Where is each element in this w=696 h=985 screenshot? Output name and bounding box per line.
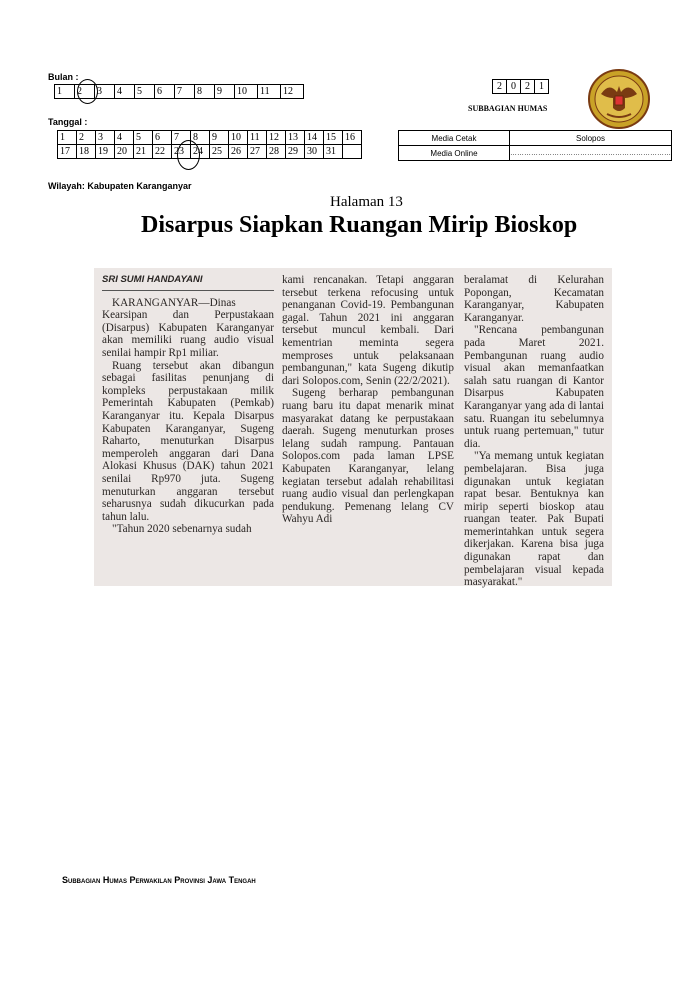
tanggal-label: Tanggal : — [48, 117, 88, 127]
garuda-emblem-icon — [587, 68, 651, 130]
date-cell: 14 — [305, 131, 324, 145]
year-digit: 0 — [507, 80, 521, 94]
date-cell: 7 — [172, 131, 191, 145]
date-cell: 26 — [229, 145, 248, 159]
date-cell: 10 — [229, 131, 248, 145]
date-cell: 29 — [286, 145, 305, 159]
article-headline: Disarpus Siapkan Ruangan Mirip Bioskop — [141, 212, 578, 238]
year-digit: 2 — [521, 80, 535, 94]
date-cell: 8 — [191, 131, 210, 145]
date-cell: 30 — [305, 145, 324, 159]
paragraph: "Tahun 2020 sebenarnya sudah — [112, 523, 252, 536]
date-cell: 28 — [267, 145, 286, 159]
article-column-2 — [282, 274, 454, 526]
date-cell: 5 — [134, 131, 153, 145]
date-cell: 23 — [172, 145, 191, 159]
paragraph: kami rencanakan. Tetapi anggaran tersebut terkena refocusing untuk penanganan Covid-19. Pembangunan gagal. Tahun 2021 ini anggaran tersebut muncul kembali. Dari kementrian meminta segera memproses untuk pelaksanaan pembangunan," kata Sugeng dikutip dari Solopos.com, Senin (22/2/2021). — [282, 274, 454, 387]
year-digit: 1 — [535, 80, 549, 94]
paragraph: KARANGANYAR—Dinas Kearsipan dan Perpustakaan (Disarpus) Kabupaten Karanganyar akan memiliki ruang audio visual senilai hampir Rp1 miliar. — [102, 296, 274, 359]
footer-text: Subbagian Humas Perwakilan Provinsi Jawa Tengah — [62, 875, 256, 885]
month-cell: 11 — [258, 85, 281, 99]
paragraph: "Ya memang untuk kegiatan pembelajaran. Bisa juga digunakan untuk kegiatan rapat besar. Bentuknya kan mirip seperti bioskop atau ruangan teater. Pak Bupati memerintahkan untuk segera dikerjakan. Karena bisa juga digunakan rapat dan pembelajaran visual kepada masyarakat." — [464, 450, 604, 589]
month-cell: 3 — [95, 85, 115, 99]
month-cell: 4 — [115, 85, 135, 99]
article-column-3 — [464, 274, 604, 589]
date-cell: 24 — [191, 145, 210, 159]
date-cell: 20 — [115, 145, 134, 159]
year-digit: 2 — [493, 80, 507, 94]
date-cell: 21 — [134, 145, 153, 159]
month-cell: 1 — [55, 85, 75, 99]
month-cell: 7 — [175, 85, 195, 99]
date-cell: 2 — [77, 131, 96, 145]
media-online-label: Media Online — [399, 146, 510, 161]
date-cell: 1 — [58, 131, 77, 145]
media-online-value: …………………………………………………………… — [510, 146, 672, 161]
month-cell: 6 — [155, 85, 175, 99]
org-name: SUBBAGIAN HUMAS — [468, 104, 548, 113]
paragraph: Ruang tersebut akan dibangun sebagai fasilitas penunjang di kompleks perpustakaan milik Pemerintah Kabupaten (Pemkab) Karanganyar itu. Kepala Disarpus Kabupaten Karanganyar, Sugeng Raharto, menuturkan Disarpus memperoleh anggaran dari Dana Alokasi Khusus (DAK) tahun 2021 senilai Rp970 juta. Sugeng menuturkan anggaran tersebut seharusnya sudah dikucurkan pada tahun lalu. — [102, 359, 274, 523]
date-cell: 17 — [58, 145, 77, 159]
month-cell: 2 — [75, 85, 95, 99]
media-table — [398, 130, 672, 161]
date-cell: 27 — [248, 145, 267, 159]
date-cell: 19 — [96, 145, 115, 159]
date-cell: 9 — [210, 131, 229, 145]
selected-month-circle — [77, 79, 98, 104]
wilayah: Wilayah: Kabupaten Karanganyar — [48, 181, 192, 191]
date-cell: 18 — [77, 145, 96, 159]
date-cell: 22 — [153, 145, 172, 159]
date-cell — [343, 145, 362, 159]
date-cell: 4 — [115, 131, 134, 145]
media-cetak-value: Solopos — [510, 131, 672, 146]
paragraph: Sugeng berharap pembangunan ruang baru itu dapat menarik minat masyarakat datang ke perpustakaan daerah. Sugeng menuturkan proses lelang sudah rampung. Pantauan Solopos.com pada laman LPSE Kabupaten Karanganyar, lelang kegiatan tersebut adalah rehabilitasi ruang audio visual dan perlengkapan pendukung. Pemenang lelang CV Wahyu Adi — [282, 387, 454, 526]
month-cell: 8 — [195, 85, 215, 99]
year-table — [492, 79, 549, 94]
media-cetak-label: Media Cetak — [399, 131, 510, 146]
date-cell: 11 — [248, 131, 267, 145]
article-column-1 — [102, 274, 274, 536]
month-cell: 12 — [281, 85, 304, 99]
month-cell: 5 — [135, 85, 155, 99]
month-cell: 9 — [215, 85, 235, 99]
date-cell: 12 — [267, 131, 286, 145]
bulan-label: Bulan : — [48, 72, 79, 82]
date-table — [57, 130, 362, 159]
date-cell: 3 — [96, 131, 115, 145]
byline: SRI SUMI HANDAYANI — [102, 274, 274, 291]
date-cell: 16 — [343, 131, 362, 145]
paragraph: beralamat di Kelurahan Popongan, Kecamatan Karanganyar, Kabupaten Karanganyar. — [464, 274, 604, 324]
date-cell: 6 — [153, 131, 172, 145]
date-cell: 25 — [210, 145, 229, 159]
date-cell: 13 — [286, 131, 305, 145]
selected-date-circle — [177, 140, 200, 170]
date-cell: 15 — [324, 131, 343, 145]
paragraph: "Rencana pembangunan pada Maret 2021. Pembangunan ruang audio visual akan memanfaatkan salah satu ruangan di Kantor Disarpus Kabupaten Karanganyar yang ada di lantai satu. Ruangan itu sebelumnya untuk ruang pertemuan," tutur dia. — [464, 324, 604, 450]
page-number: Halaman 13 — [330, 194, 403, 210]
month-cell: 10 — [235, 85, 258, 99]
date-cell: 31 — [324, 145, 343, 159]
newspaper-clipping — [94, 268, 612, 589]
